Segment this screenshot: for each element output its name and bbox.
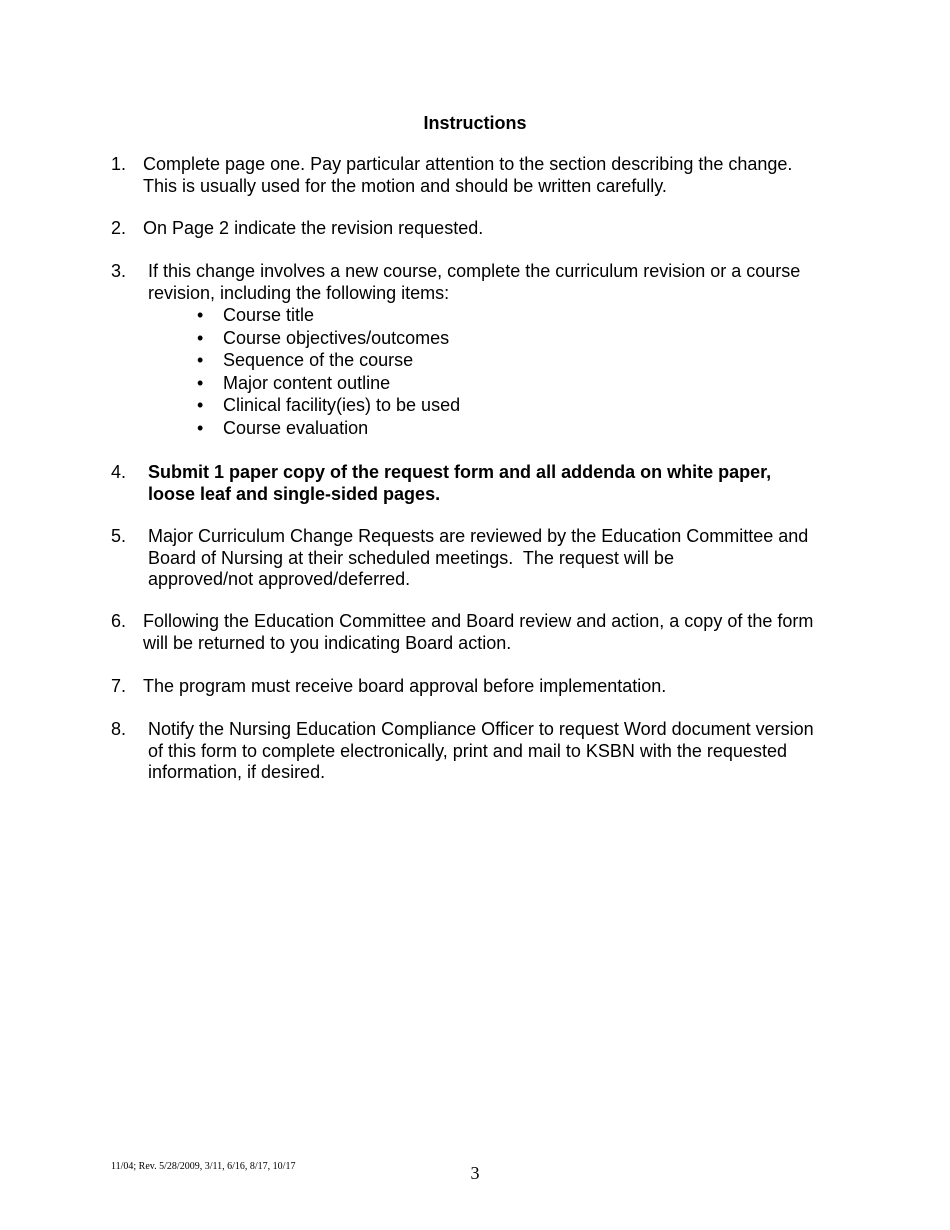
list-item xyxy=(197,349,851,372)
list-item xyxy=(197,304,851,327)
item-text-line: Notify the Nursing Education Compliance Officer to request Word document version xyxy=(148,719,814,739)
item-text-line: This is usually used for the motion and should be written carefully. xyxy=(143,175,667,196)
item-number: 4. xyxy=(111,462,127,482)
item-text-line: will be returned to you indicating Board action. xyxy=(143,632,512,653)
bullet-icon: • xyxy=(197,305,204,325)
list-item-label: Course title xyxy=(223,305,315,325)
list-item-label: Major content outline xyxy=(223,372,391,393)
list-item-label: Course objectives/outcomes xyxy=(223,327,450,348)
page-title: Instructions xyxy=(423,113,527,133)
item-text-line: revision, including the following items: xyxy=(148,282,450,303)
item-text-line: Submit 1 paper copy of the request form and all addenda on white paper, xyxy=(148,462,772,482)
bullet-icon: • xyxy=(197,372,204,393)
bullet-icon: • xyxy=(197,350,204,371)
instruction-item-3 xyxy=(111,261,851,440)
item-text-line: loose leaf and single-sided pages. xyxy=(148,483,441,504)
instruction-item-7 xyxy=(111,676,851,698)
item-number: 1. xyxy=(111,154,127,174)
revision-footer: 11/04; Rev. 5/28/2009, 3/11, 6/16, 8/17, 10/17 xyxy=(111,1161,296,1172)
list-item-label: Sequence of the course xyxy=(223,350,414,371)
list-item xyxy=(197,372,851,395)
list-item xyxy=(197,394,851,417)
bullet-icon: • xyxy=(197,327,204,348)
instruction-item-6 xyxy=(111,611,851,654)
list-item xyxy=(197,327,851,350)
instruction-item-5 xyxy=(111,526,851,591)
item-text-line: information, if desired. xyxy=(148,762,326,782)
item-text-line: approved/not approved/deferred. xyxy=(148,569,411,589)
item-text-line: Complete page one. Pay particular attention to the section describing the change. xyxy=(143,154,793,174)
item-text-line: If this change involves a new course, complete the curriculum revision or a course xyxy=(148,261,801,281)
instruction-item-1 xyxy=(111,154,851,197)
item-text-line: of this form to complete electronically, print and mail to KSBN with the requested xyxy=(148,740,787,761)
item-number: 8. xyxy=(111,719,127,739)
item-number: 6. xyxy=(111,611,127,631)
item-number: 7. xyxy=(111,676,127,696)
item-number: 3. xyxy=(111,261,127,281)
list-item-label: Course evaluation xyxy=(223,417,369,438)
item-text-line: The program must receive board approval before implementation. xyxy=(143,676,667,696)
item-number: 2. xyxy=(111,218,127,238)
item-number: 5. xyxy=(111,526,127,546)
instruction-item-4 xyxy=(111,462,851,505)
item-text-line: On Page 2 indicate the revision requested. xyxy=(143,218,484,238)
item-text-line: Following the Education Committee and Board review and action, a copy of the form xyxy=(143,611,814,631)
instruction-item-8 xyxy=(111,719,851,784)
instruction-item-2 xyxy=(111,218,851,240)
list-item xyxy=(197,417,851,440)
bullet-icon: • xyxy=(197,395,204,416)
page-number: 3 xyxy=(470,1163,480,1183)
required-items-list xyxy=(197,304,851,440)
list-item-label: Clinical facility(ies) to be used xyxy=(223,395,461,416)
item-text-line: Board of Nursing at their scheduled meetings. The request will be xyxy=(148,547,674,568)
item-text-line: Major Curriculum Change Requests are reviewed by the Education Committee and xyxy=(148,526,809,546)
bullet-icon: • xyxy=(197,417,204,438)
